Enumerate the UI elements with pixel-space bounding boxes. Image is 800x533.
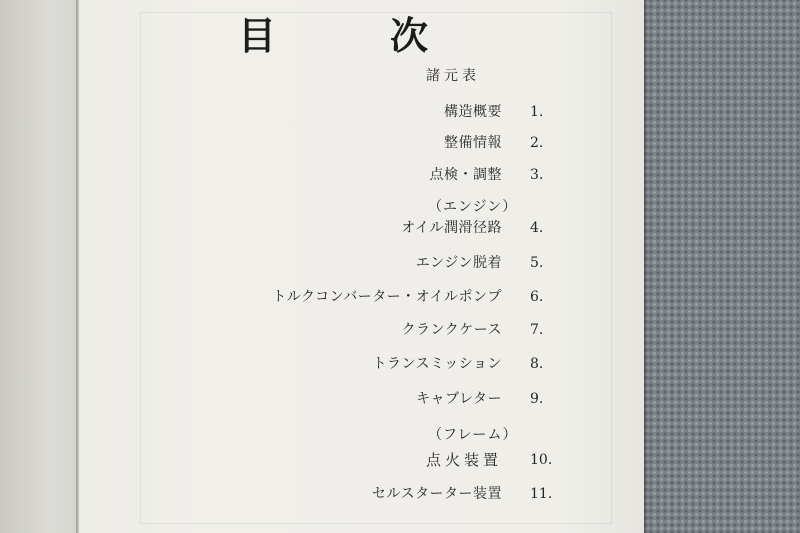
toc-item-label: 構造概要 — [444, 104, 502, 120]
toc-item-label: トルクコンバーター・オイルポンプ — [272, 289, 502, 305]
toc-item-oil-path — [200, 216, 560, 240]
toc-item-inspection — [200, 163, 560, 187]
toc-item-label: トランスミッション — [372, 356, 502, 372]
page-fold — [76, 0, 79, 533]
toc-item-number: 9. — [530, 391, 544, 407]
toc-item-number: 10. — [530, 452, 553, 468]
toc-item-number: 8. — [530, 356, 544, 372]
toc-item-label: 点火装置 — [425, 451, 502, 469]
toc-item-number: 7. — [530, 322, 544, 338]
title-char-2: 次 — [389, 13, 428, 58]
section-heading-frame: （フレーム） — [428, 427, 518, 443]
toc-item-specifications — [200, 64, 560, 88]
toc-item-number: 4. — [530, 220, 544, 236]
toc-item-number: 1. — [530, 104, 544, 120]
toc-item-label: エンジン脱着 — [415, 255, 502, 271]
toc-item-label: 諸元表 — [426, 68, 480, 84]
toc-item-number: 2. — [530, 135, 544, 151]
section-heading-engine: （エンジン） — [428, 199, 518, 215]
toc-item-label: クランクケース — [401, 322, 502, 338]
toc-item-number: 5. — [530, 255, 544, 271]
toc-item-torque-converter — [200, 285, 560, 309]
toc-item-label: キャブレター — [416, 391, 502, 407]
toc-item-engine-removal — [200, 251, 560, 275]
toc-item-number: 3. — [530, 167, 544, 183]
toc-item-number: 6. — [530, 289, 544, 305]
toc-item-label: 点検・調整 — [429, 167, 502, 183]
toc-item-starter — [200, 482, 560, 506]
toc-item-label: 整備情報 — [444, 135, 502, 151]
title-char-1: 目 — [238, 13, 277, 58]
toc-item-crankcase — [200, 318, 560, 342]
toc-item-ignition — [200, 448, 560, 472]
toc-item-transmission — [200, 352, 560, 376]
toc-item-number: 11. — [530, 486, 553, 502]
previous-page-edge — [0, 0, 76, 533]
toc-item-structure — [200, 100, 560, 124]
toc-item-label: オイル潤滑径路 — [401, 220, 502, 236]
toc-item-label: セルスターター装置 — [371, 486, 502, 502]
page-title — [238, 12, 428, 60]
toc-item-service-info — [200, 131, 560, 155]
toc-item-carburetor — [200, 387, 560, 411]
